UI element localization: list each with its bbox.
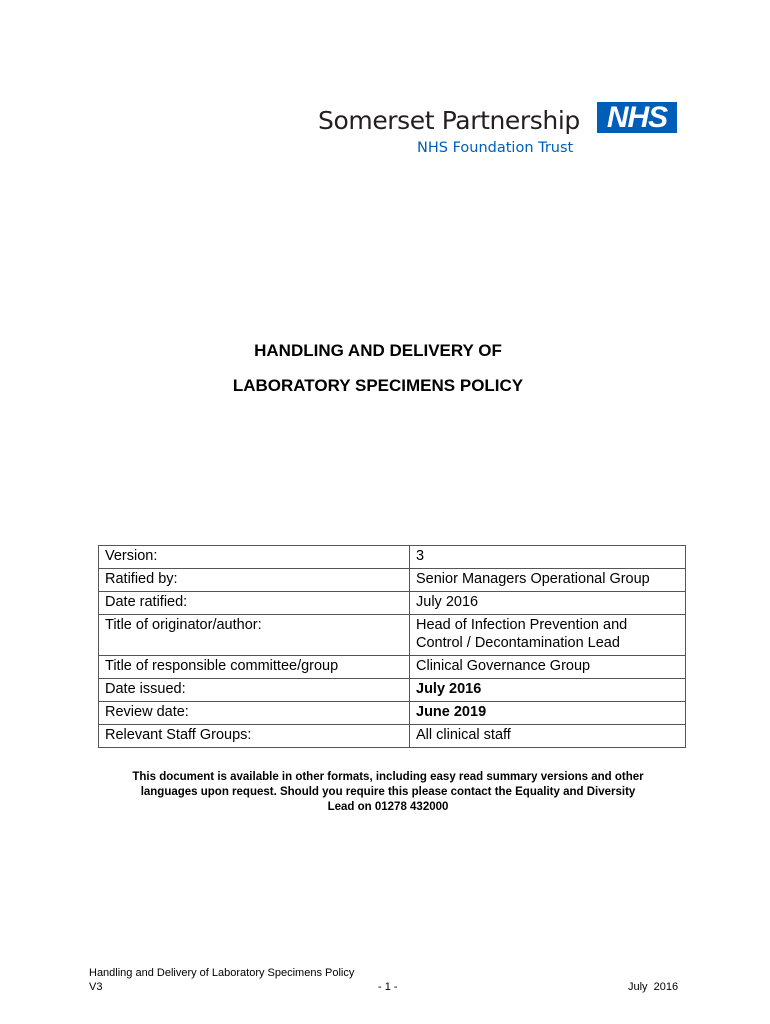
review-date-value: June 2019 <box>410 702 686 725</box>
version-value: 3 <box>410 546 686 569</box>
table-row <box>99 656 686 679</box>
ratified-by-label: Ratified by: <box>99 569 410 592</box>
date-ratified-value: July 2016 <box>410 592 686 615</box>
document-title-line1: HANDLING AND DELIVERY OF <box>254 341 502 360</box>
staff-groups-value: All clinical staff <box>410 725 686 748</box>
staff-groups-label: Relevant Staff Groups: <box>99 725 410 748</box>
accessibility-notice <box>80 770 696 815</box>
originator-value <box>410 615 686 656</box>
document-control-table <box>98 545 686 748</box>
version-label: Version: <box>99 546 410 569</box>
review-date-label: Review date: <box>99 702 410 725</box>
originator-value-line1: Head of Infection Prevention and <box>416 617 628 633</box>
committee-value: Clinical Governance Group <box>410 656 686 679</box>
table-row <box>99 615 686 656</box>
table-row <box>99 592 686 615</box>
notice-line2: languages upon request. Should you require this please contact the Equality and Diversity <box>140 786 636 798</box>
nhs-badge: NHS <box>597 102 677 133</box>
table-row <box>99 679 686 702</box>
originator-label: Title of originator/author: <box>99 615 410 656</box>
date-issued-label: Date issued: <box>99 679 410 702</box>
ratified-by-value: Senior Managers Operational Group <box>410 569 686 592</box>
notice-line1: This document is available in other formats, including easy read summary versions and other <box>132 771 644 783</box>
footer-version: V3 <box>89 981 103 993</box>
table-row <box>99 569 686 592</box>
notice-line3: Lead on 01278 432000 <box>327 801 449 813</box>
trust-logo <box>318 100 680 160</box>
committee-label: Title of responsible committee/group <box>99 656 410 679</box>
table-row <box>99 725 686 748</box>
table-row <box>99 702 686 725</box>
originator-value-line2: Control / Decontamination Lead <box>416 635 620 651</box>
footer-document-title: Handling and Delivery of Laboratory Specimens Policy <box>89 967 355 979</box>
document-title-line2: LABORATORY SPECIMENS POLICY <box>232 376 524 395</box>
table-row <box>99 546 686 569</box>
footer-date: July 2016 <box>628 981 679 993</box>
logo-org-name: Somerset Partnership <box>318 106 580 135</box>
date-ratified-label: Date ratified: <box>99 592 410 615</box>
footer-page-number: - 1 - <box>378 981 398 993</box>
date-issued-value: July 2016 <box>410 679 686 702</box>
logo-trust-name: NHS Foundation Trust <box>417 140 574 156</box>
